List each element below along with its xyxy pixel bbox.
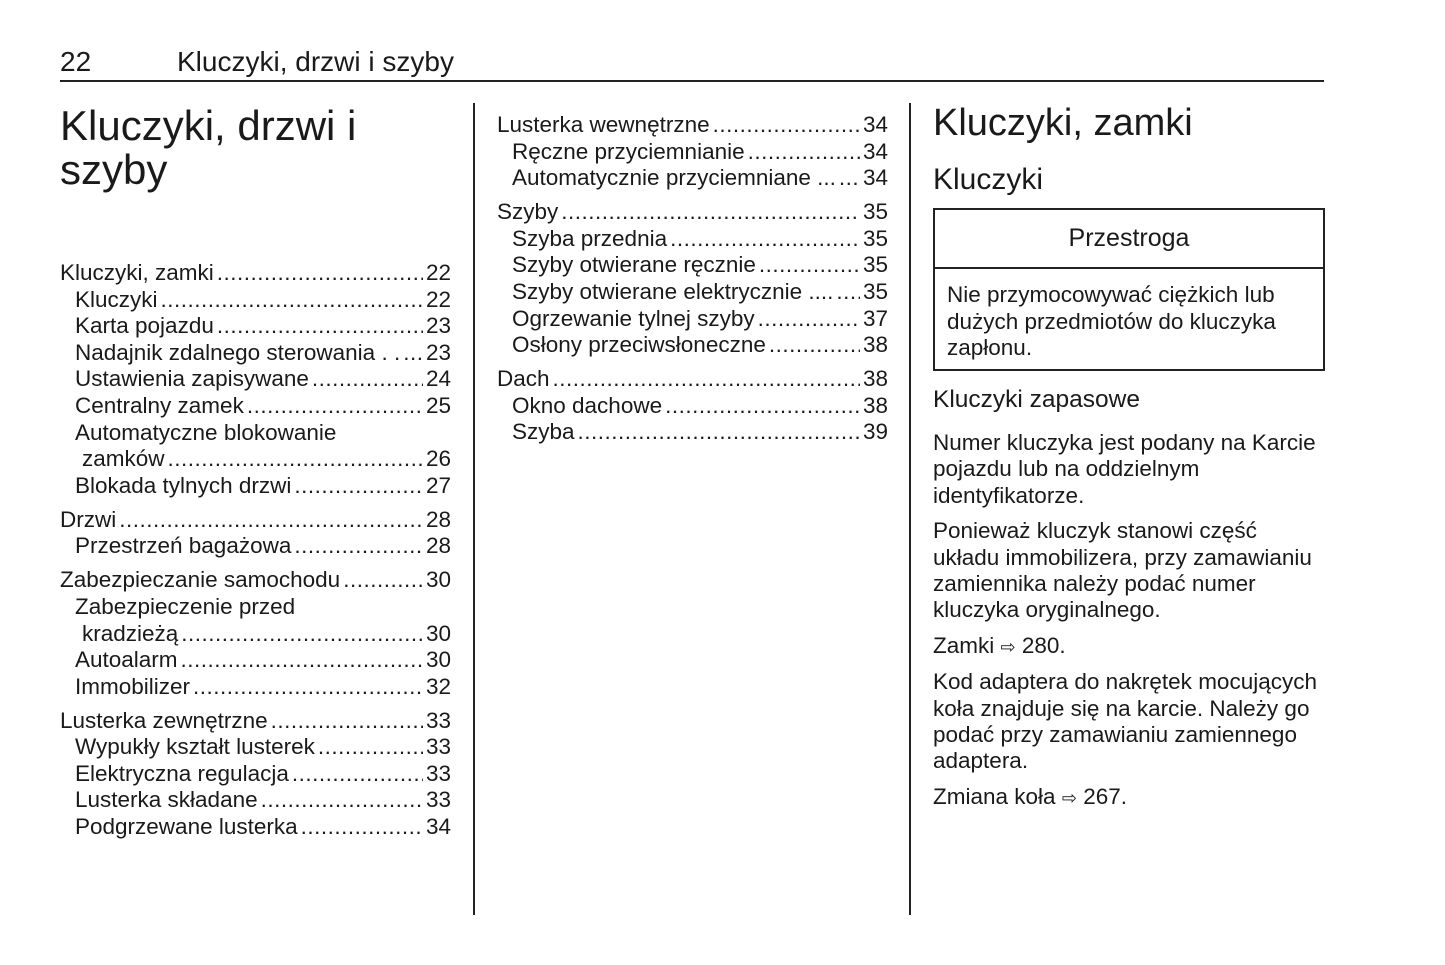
toc-entry-title: Drzwi	[60, 506, 117, 532]
toc-page-number: 33	[425, 760, 451, 786]
toc-subentry[interactable]	[60, 287, 451, 314]
toc-page-number: 34	[862, 165, 888, 191]
header-rule	[60, 80, 1324, 82]
toc-subentry[interactable]	[497, 393, 888, 420]
toc-group	[60, 567, 451, 700]
toc-entry-title: Szyby	[497, 199, 559, 225]
toc-page-number: 35	[862, 225, 888, 251]
toc-group	[60, 708, 451, 841]
toc-page-number: 35	[862, 252, 888, 278]
section-title: Kluczyki, zamki	[933, 102, 1193, 144]
toc-entry[interactable]	[60, 507, 451, 534]
toc-page-number: 33	[425, 787, 451, 813]
toc-page-number: 37	[862, 305, 888, 331]
toc-subentry[interactable]	[60, 674, 451, 701]
paragraph	[933, 669, 1325, 775]
toc-entry[interactable]	[60, 708, 451, 735]
toc-entry[interactable]	[60, 567, 451, 594]
dot-leader	[294, 533, 423, 560]
dot-leader	[769, 332, 860, 359]
toc-subentry[interactable]	[497, 332, 888, 359]
toc-entry-title: Ustawienia zapisywane	[75, 366, 309, 392]
paragraph-text: Zamki	[933, 632, 995, 658]
dot-leader	[193, 674, 423, 701]
toc-subentry[interactable]	[60, 393, 451, 420]
toc-page-number: 35	[862, 199, 888, 225]
dot-leader	[161, 287, 423, 314]
toc-entry-title: Szyby otwierane ręcznie	[512, 252, 756, 278]
toc-entry-title: Szyba przednia	[512, 225, 668, 251]
toc-group	[60, 507, 451, 560]
toc-subentry[interactable]	[60, 446, 451, 473]
dot-leader	[748, 139, 860, 166]
toc-entry-title: Lusterka zewnętrzne	[60, 707, 268, 733]
dot-leader	[713, 112, 860, 139]
toc-entry-title: Szyba	[512, 419, 575, 445]
toc-subentry[interactable]	[497, 226, 888, 253]
dot-leader	[836, 279, 860, 306]
toc-entry[interactable]	[497, 199, 888, 226]
toc-page-number: 28	[425, 533, 451, 559]
toc-page-number: 30	[425, 567, 451, 593]
toc-page-number: 23	[425, 313, 451, 339]
caution-heading: Przestroga	[935, 210, 1323, 269]
toc-entry-title: Ręczne przyciemnianie	[512, 138, 745, 164]
toc-entry-title: Lusterka wewnętrzne	[497, 112, 710, 137]
dot-leader	[181, 621, 423, 648]
toc-page-number: 34	[862, 138, 888, 164]
toc-entry-title: Przestrzeń bagażowa	[75, 533, 292, 559]
toc-entry-title: Kluczyki	[75, 286, 158, 312]
toc-subentry[interactable]	[60, 313, 451, 340]
toc-entry-title: Okno dachowe	[512, 392, 663, 418]
toc-subentry[interactable]	[60, 787, 451, 814]
toc-subentry[interactable]	[60, 621, 451, 648]
dot-leader	[217, 313, 423, 340]
toc-page-number: 22	[425, 260, 451, 285]
toc-entry[interactable]	[60, 260, 451, 287]
toc-entry-title: Szyby otwierane elektrycznie ....	[512, 278, 834, 304]
toc-subentry[interactable]	[497, 306, 888, 333]
dot-leader	[318, 734, 423, 761]
dot-leader	[578, 419, 860, 446]
toc-subentry[interactable]	[60, 734, 451, 761]
toc-subentry[interactable]	[60, 814, 451, 841]
page-number: 22	[60, 46, 92, 77]
toc-page-number: 34	[425, 814, 451, 840]
toc-page-number: 34	[862, 112, 888, 137]
toc-subentry[interactable]	[497, 419, 888, 446]
page-reference-link[interactable]: 267.	[1083, 783, 1127, 809]
toc-page-number: 33	[425, 707, 451, 733]
toc-page-number: 27	[425, 472, 451, 498]
toc-subentry[interactable]	[497, 165, 888, 192]
dot-leader	[301, 814, 423, 841]
toc-page-number: 24	[425, 366, 451, 392]
dot-leader	[292, 761, 423, 788]
toc-page-number: 33	[425, 734, 451, 760]
page-reference-link[interactable]: 280.	[1021, 632, 1066, 658]
dot-leader	[759, 252, 860, 279]
dot-leader	[343, 567, 423, 594]
paragraph-text: Numer kluczyka jest podany na Karcie pojazdu lub na oddzielnym identyfikatorze.	[933, 430, 1316, 508]
table-of-contents-middle	[497, 112, 888, 446]
toc-subentry-title[interactable]: Automatyczne blokowanie	[75, 419, 337, 445]
chapter-title: Kluczyki, drzwi i szyby	[60, 102, 357, 193]
paragraph	[933, 518, 1325, 624]
arrow-right-outline-icon: ⇨	[1000, 636, 1016, 657]
toc-group	[497, 366, 888, 446]
dot-leader	[294, 473, 423, 500]
dot-leader	[168, 446, 423, 473]
toc-subentry[interactable]	[60, 533, 451, 560]
toc-entry-title: Podgrzewane lusterka	[75, 814, 298, 840]
toc-entry-title: Automatycznie przyciemniane ...	[512, 165, 836, 191]
toc-subentry[interactable]	[60, 761, 451, 788]
dot-leader	[553, 366, 860, 393]
toc-entry-title: Lusterka składane	[75, 787, 258, 813]
toc-page-number: 26	[425, 446, 451, 472]
dot-leader	[839, 165, 860, 192]
toc-subentry[interactable]	[60, 647, 451, 674]
dot-leader	[665, 393, 860, 420]
toc-entry[interactable]	[497, 366, 888, 393]
dot-leader	[181, 647, 423, 674]
toc-page-number: 38	[862, 366, 888, 392]
toc-page-number: 23	[425, 339, 451, 365]
toc-page-number: 30	[425, 620, 451, 646]
toc-entry-title: Immobilizer	[75, 673, 191, 699]
toc-entry-title: Dach	[497, 366, 550, 392]
toc-entry-title: Zabezpieczanie samochodu	[60, 567, 341, 593]
toc-group	[60, 260, 451, 499]
toc-entry[interactable]	[497, 112, 888, 139]
toc-page-number: 35	[862, 278, 888, 304]
toc-entry-title: zamków	[82, 446, 165, 472]
column-divider	[473, 103, 475, 915]
toc-entry-title: Ogrzewanie tylnej szyby	[512, 305, 755, 331]
paragraph-text: Ponieważ kluczyk stanowi część układu immobilizera, przy zamawianiu zamiennika należy podać numer kluczyka oryginalnego.	[933, 518, 1312, 623]
arrow-right-outline-icon: ⇨	[1061, 787, 1077, 808]
dot-leader	[312, 366, 423, 393]
dot-leader	[670, 226, 860, 253]
dot-leader	[758, 306, 860, 333]
toc-entry-title: Elektryczna regulacja	[75, 760, 289, 786]
toc-page-number: 39	[862, 419, 888, 445]
dot-leader	[261, 787, 423, 814]
toc-subentry[interactable]	[60, 473, 451, 500]
toc-page-number: 28	[425, 506, 451, 532]
dot-leader	[561, 199, 860, 226]
toc-subentry[interactable]	[60, 366, 451, 393]
toc-entry-title: Osłony przeciwsłoneczne	[512, 332, 766, 358]
toc-page-number: 38	[862, 332, 888, 358]
table-of-contents-left	[60, 260, 451, 841]
paragraph	[933, 430, 1325, 509]
caution-box	[933, 208, 1325, 371]
toc-subentry[interactable]	[497, 279, 888, 306]
toc-subentry[interactable]	[60, 340, 451, 367]
paragraph	[933, 633, 1325, 660]
column-divider	[909, 103, 911, 915]
paragraph-text: Kod adaptera do nakrętek mocujących koła znajduje się na karcie. Należy go podać przy zamawianiu zamiennego adaptera.	[933, 669, 1317, 774]
toc-page-number: 30	[425, 647, 451, 673]
body-text	[933, 430, 1325, 820]
running-header: Kluczyki, drzwi i szyby	[177, 46, 454, 77]
subsection-title: Kluczyki	[933, 163, 1044, 196]
caution-text: Nie przymocowywać ciężkich lub dużych przedmiotów do kluczyka zapłonu.	[947, 282, 1276, 361]
toc-group	[497, 199, 888, 359]
toc-page-number: 22	[425, 286, 451, 312]
paragraph	[933, 784, 1325, 811]
toc-subentry[interactable]	[497, 139, 888, 166]
toc-entry-title: Autoalarm	[75, 647, 178, 673]
toc-page-number: 25	[425, 392, 451, 418]
dot-leader	[403, 340, 423, 367]
toc-entry-title: Kluczyki, zamki	[60, 260, 214, 285]
toc-page-number: 32	[425, 673, 451, 699]
spare-keys-heading: Kluczyki zapasowe	[933, 386, 1140, 413]
toc-group	[497, 112, 888, 192]
toc-entry-title: Karta pojazdu	[75, 313, 214, 339]
dot-leader	[271, 708, 423, 735]
paragraph-text: Zmiana koła	[933, 783, 1056, 809]
dot-leader	[217, 260, 423, 287]
toc-page-number: 38	[862, 392, 888, 418]
toc-entry-title: Nadajnik zdalnego sterowania . .	[75, 339, 401, 365]
toc-entry-title: Blokada tylnych drzwi	[75, 472, 292, 498]
toc-subentry-title[interactable]: Zabezpieczenie przed	[75, 593, 296, 619]
dot-leader	[247, 393, 423, 420]
toc-subentry[interactable]	[497, 252, 888, 279]
toc-entry-title: Centralny zamek	[75, 392, 244, 418]
dot-leader	[119, 507, 423, 534]
toc-entry-title: kradzieżą	[82, 620, 179, 646]
toc-entry-title: Wypukły kształt lusterek	[75, 734, 315, 760]
